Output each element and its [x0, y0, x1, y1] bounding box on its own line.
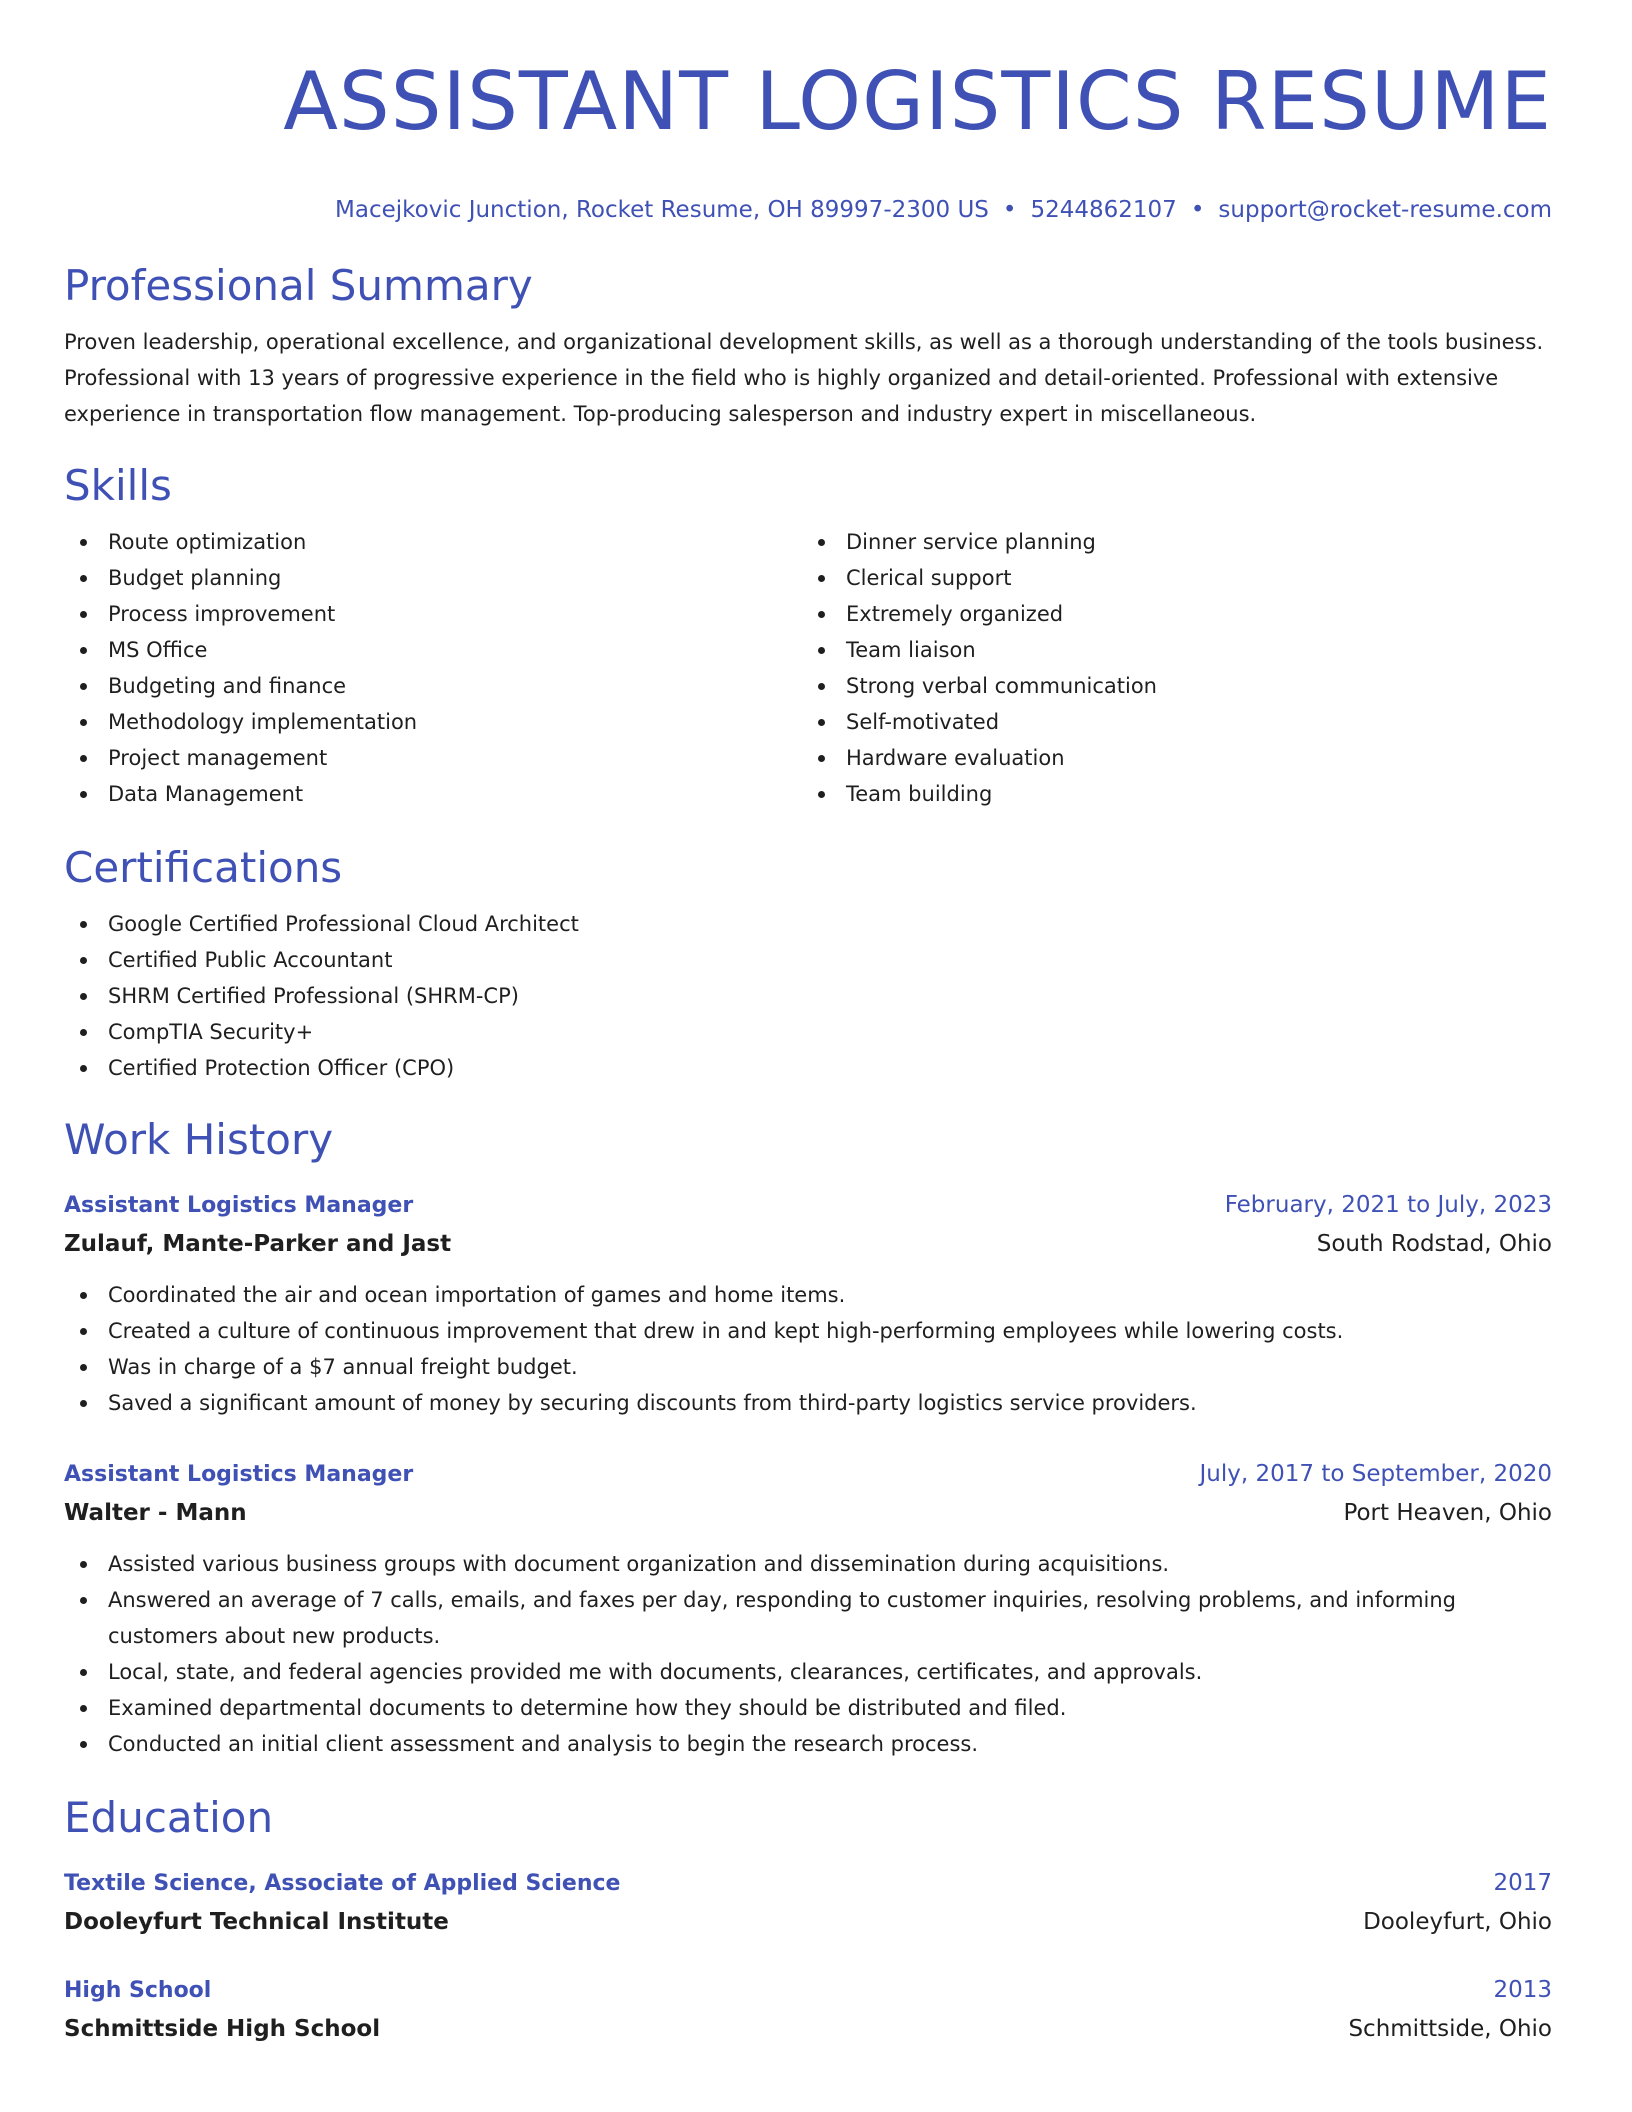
skill-item: Process improvement: [64, 596, 802, 632]
job-company-row: [64, 1225, 1552, 1263]
certification-item: Google Certified Professional Cloud Architect: [64, 906, 1552, 942]
certification-item: CompTIA Security+: [64, 1014, 1552, 1050]
contact-separator: •: [1002, 197, 1017, 223]
education-school: Dooleyfurt Technical Institute: [64, 1909, 449, 1935]
education-degree: Textile Science, Associate of Applied Science: [64, 1871, 621, 1896]
job-bullet: Answered an average of 7 calls, emails, and faxes per day, responding to customer inquiries, resolving problems, and informing customers about new products.: [64, 1582, 1552, 1654]
education-year: 2013: [1493, 1977, 1552, 2003]
skills-list-right: [802, 524, 1540, 812]
job-bullet: Was in charge of a $7 annual freight budget.: [64, 1349, 1552, 1385]
job-dates: July, 2017 to September, 2020: [1199, 1461, 1552, 1487]
skill-item: Methodology implementation: [64, 704, 802, 740]
job-bullets: [64, 1546, 1552, 1762]
resume-title: ASSISTANT LOGISTICS RESUME: [283, 55, 1552, 148]
summary-text: Proven leadership, operational excellence, and organizational development skills, as well as a thorough understanding of the tools business. Professional with 13 years of progressive experience in the field who is highly organized and detail-oriented. Professional with extensive experience in transportation flow management. Top-producing salesperson and industry expert in miscellaneous.: [64, 330, 1544, 426]
certification-item: Certified Protection Officer (CPO): [64, 1050, 1552, 1086]
job-bullets: [64, 1277, 1552, 1421]
education-entry: [64, 1971, 1552, 2048]
skills-section: [64, 458, 1552, 812]
skill-item: Self-motivated: [802, 704, 1540, 740]
education-location: Schmittside, Ohio: [1348, 2016, 1552, 2042]
certification-item: Certified Public Accountant: [64, 942, 1552, 978]
work-history-section: [64, 1112, 1552, 1762]
education-heading: Education: [64, 1793, 274, 1842]
skill-item: Hardware evaluation: [802, 740, 1540, 776]
education-school: Schmittside High School: [64, 2016, 381, 2042]
contact-email[interactable]: support@rocket-resume.com: [1218, 197, 1552, 223]
skills-grid: [64, 524, 1552, 812]
skill-item: Dinner service planning: [802, 524, 1540, 560]
skill-item: MS Office: [64, 632, 802, 668]
skill-item: Team liaison: [802, 632, 1540, 668]
skills-list-left: [64, 524, 802, 812]
job-role: Assistant Logistics Manager: [64, 1193, 414, 1218]
education-header-row: [64, 1864, 1552, 1903]
job-role: Assistant Logistics Manager: [64, 1462, 414, 1487]
contact-phone: 5244862107: [1030, 197, 1177, 223]
education-section: [64, 1790, 1552, 2048]
job-bullet: Conducted an initial client assessment and analysis to begin the research process.: [64, 1726, 1552, 1762]
contact-separator: •: [1190, 197, 1205, 223]
skill-item: Data Management: [64, 776, 802, 812]
skills-column-right: [802, 524, 1540, 812]
job-header-row: [64, 1186, 1552, 1225]
job-entry: [64, 1186, 1552, 1421]
job-header-row: [64, 1455, 1552, 1494]
resume-header: [64, 52, 1552, 226]
skill-item: Clerical support: [802, 560, 1540, 596]
education-entry: [64, 1864, 1552, 1941]
job-bullet: Assisted various business groups with document organization and dissemination during acquisitions.: [64, 1546, 1552, 1582]
certification-item: SHRM Certified Professional (SHRM-CP): [64, 978, 1552, 1014]
skill-item: Extremely organized: [802, 596, 1540, 632]
education-school-row: [64, 1903, 1552, 1941]
education-location: Dooleyfurt, Ohio: [1363, 1909, 1552, 1935]
job-company: Zulauf, Mante-Parker and Jast: [64, 1231, 452, 1257]
education-year: 2017: [1493, 1870, 1552, 1896]
education-school-row: [64, 2010, 1552, 2048]
job-bullet: Local, state, and federal agencies provided me with documents, clearances, certificates, and approvals.: [64, 1654, 1552, 1690]
job-dates: February, 2021 to July, 2023: [1224, 1192, 1552, 1218]
contact-address: Macejkovic Junction, Rocket Resume, OH 89997-2300 US: [335, 197, 989, 223]
job-location: Port Heaven, Ohio: [1343, 1500, 1552, 1526]
contact-line: [64, 194, 1552, 226]
job-bullet: Saved a significant amount of money by securing discounts from third-party logistics service providers.: [64, 1385, 1552, 1421]
skills-heading: Skills: [64, 461, 172, 510]
education-degree: High School: [64, 1978, 212, 2003]
work-history-heading: Work History: [64, 1115, 334, 1164]
skill-item: Strong verbal communication: [802, 668, 1540, 704]
skill-item: Project management: [64, 740, 802, 776]
job-bullet: Created a culture of continuous improvement that drew in and kept high-performing employees while lowering costs.: [64, 1313, 1552, 1349]
job-location: South Rodstad, Ohio: [1316, 1231, 1552, 1257]
skill-item: Budget planning: [64, 560, 802, 596]
certifications-list: [64, 906, 1552, 1086]
skill-item: Route optimization: [64, 524, 802, 560]
job-bullet: Coordinated the air and ocean importation of games and home items.: [64, 1277, 1552, 1313]
job-entry: [64, 1455, 1552, 1762]
summary-heading: Professional Summary: [64, 261, 533, 310]
certifications-section: [64, 840, 1552, 1086]
job-company-row: [64, 1494, 1552, 1532]
skills-column-left: [64, 524, 802, 812]
certifications-heading: Certifications: [64, 843, 343, 892]
skill-item: Budgeting and finance: [64, 668, 802, 704]
skill-item: Team building: [802, 776, 1540, 812]
summary-section: [64, 258, 1552, 432]
job-bullet: Examined departmental documents to determine how they should be distributed and filed.: [64, 1690, 1552, 1726]
job-company: Walter - Mann: [64, 1500, 247, 1526]
education-header-row: [64, 1971, 1552, 2010]
